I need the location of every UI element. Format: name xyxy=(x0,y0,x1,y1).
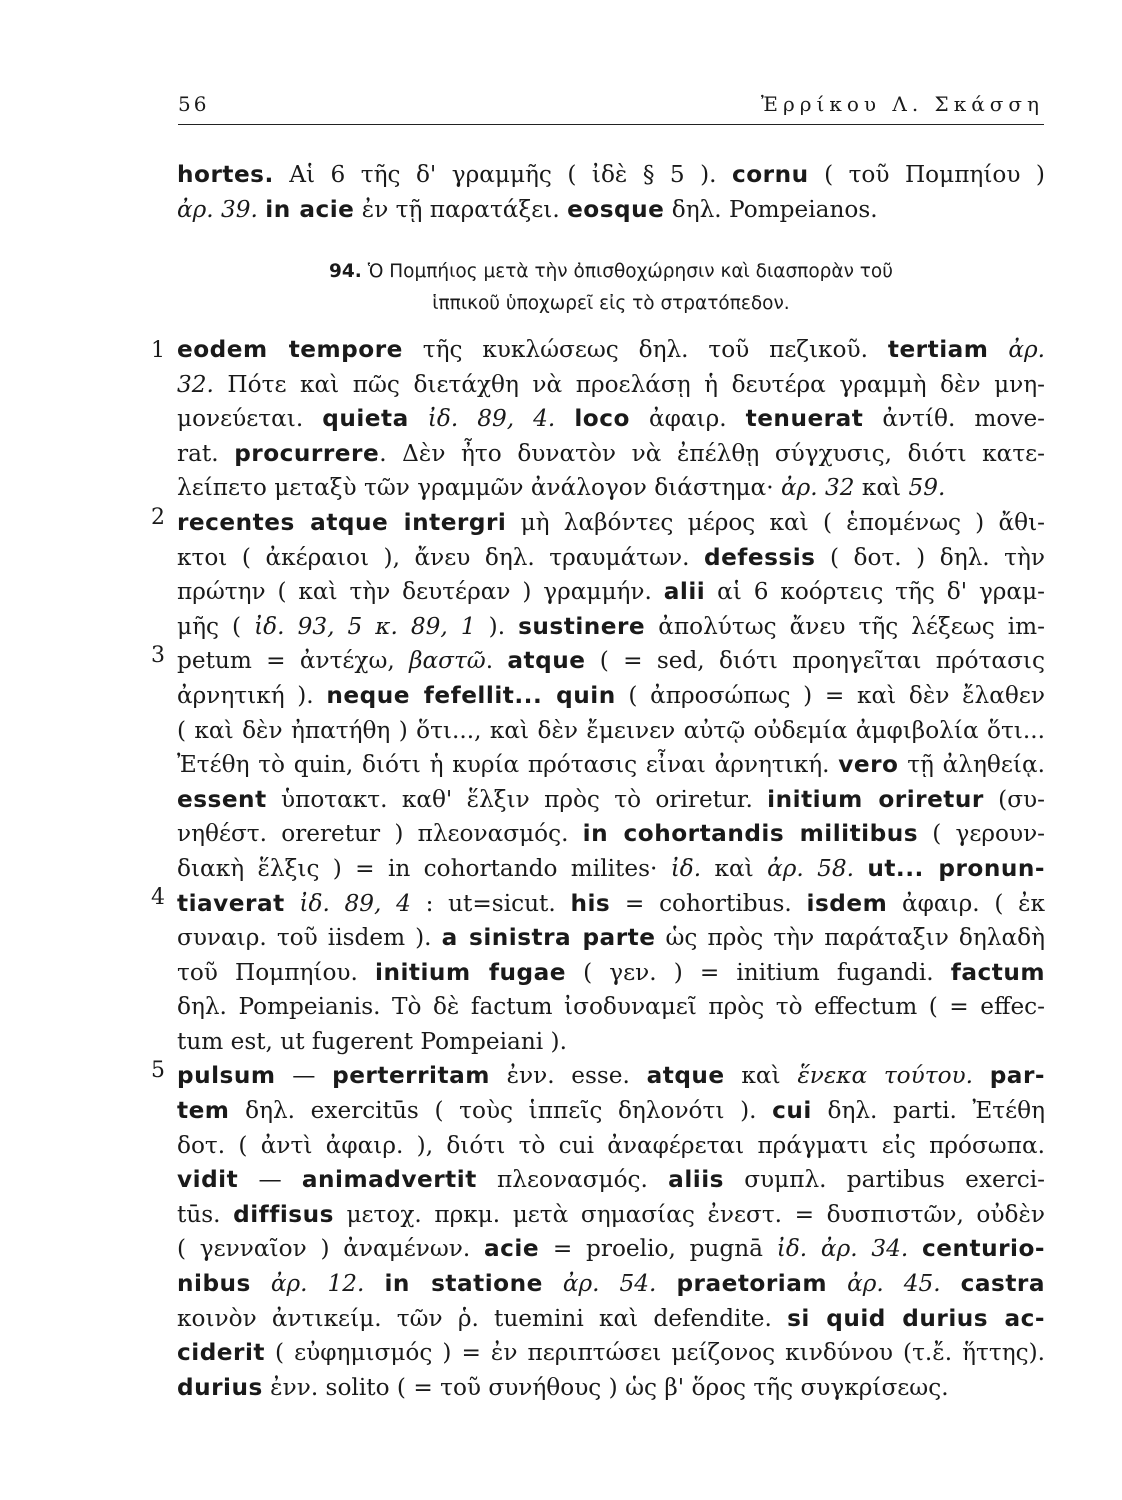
page-number: 56 xyxy=(178,92,210,116)
lemma: tem xyxy=(177,1097,230,1125)
gloss-text: μὴ λαβόντες μέρος καὶ ( ἑπομένως ) ἄθι- xyxy=(506,508,1045,536)
reference: βαστῶ xyxy=(409,647,486,675)
gloss-text xyxy=(543,1270,563,1297)
lemma: diffisus xyxy=(233,1200,334,1228)
text-line xyxy=(177,158,1045,193)
lemma: procurrere xyxy=(234,439,380,467)
text-line xyxy=(177,437,1045,472)
gloss-text: ἀντίθ. move- xyxy=(863,405,1045,433)
gloss-text: δηλ. parti. Ἐτέθη xyxy=(811,1097,1045,1125)
text-line xyxy=(177,1336,1045,1371)
lemma: castra xyxy=(960,1270,1045,1298)
text-line xyxy=(177,1371,1045,1406)
gloss-text: δηλ. Pompeianis. Τὸ δὲ factum ἰσοδυναμεῖ πρὸς τὸ effectum ( = effec- xyxy=(177,993,1045,1021)
section-number: 94. xyxy=(329,261,362,282)
gloss-text: ἐνν. solito ( = τοῦ συνήθους ) ὡς β' ὅρος τῆς συγκρίσεως. xyxy=(262,1373,949,1401)
gloss-text xyxy=(908,1235,922,1262)
text-line xyxy=(177,1129,1045,1164)
gloss-text: ( εὐφημισμός ) = ἐν περιπτώσει μείζονος κινδύνου (τ.ἔ. ἥττης). xyxy=(265,1339,1045,1367)
lemma: tenuerat xyxy=(745,405,864,433)
gloss-text: πρώτην ( καὶ τὴν δευτέραν ) γραμμήν. xyxy=(177,578,664,606)
text-line xyxy=(177,333,1045,368)
text-line xyxy=(177,748,1045,783)
reference: ἀρ. 32 xyxy=(780,474,855,502)
gloss-text xyxy=(364,1270,384,1297)
gloss-text: μονεύεται. xyxy=(177,405,323,433)
lemma: his xyxy=(570,889,611,917)
gloss-text: ἀφαιρ. ( ἐκ xyxy=(887,889,1045,917)
gloss-text: (συ- xyxy=(983,785,1045,813)
gloss-text xyxy=(409,405,428,432)
lemma: aliis xyxy=(668,1166,724,1194)
text-line xyxy=(177,679,1045,714)
lemma: atque xyxy=(507,647,586,675)
gloss-text: ( = sed, διότι προηγεῖται πρότασις xyxy=(585,647,1045,675)
text-line xyxy=(177,921,1045,956)
gloss-text xyxy=(251,1270,271,1297)
reference: ἀρ. xyxy=(988,336,1045,363)
gloss-text xyxy=(827,1270,847,1297)
text-line xyxy=(177,506,1045,541)
margin-number: 3 xyxy=(151,643,165,668)
text-line xyxy=(177,471,1045,506)
gloss-text: συμπλ. partibus exerci- xyxy=(723,1166,1045,1194)
commentary-body xyxy=(177,333,1045,1405)
lemma: recentes atque intergri xyxy=(177,508,507,536)
gloss-text: μῆς ( xyxy=(177,612,255,640)
gloss-text: μετοχ. πρκμ. μετὰ σημασίας ἐνεστ. = δυσπιστῶν, οὐδὲν xyxy=(333,1200,1045,1228)
reference: ἰδ. 89, 4 xyxy=(299,889,411,917)
text-line xyxy=(177,541,1045,576)
lemma: quieta xyxy=(322,405,409,433)
gloss-text: — xyxy=(238,1166,302,1194)
gloss-text: τοῦ Πομπηίου. xyxy=(177,958,375,986)
gloss-text: καὶ xyxy=(724,1062,798,1090)
gloss-text: δηλ. exercitūs ( τοὺς ἱππεῖς δηλονότι ). xyxy=(229,1097,773,1125)
lemma: tiaverat xyxy=(177,889,285,917)
gloss-text: κοινὸν ἀντικείμ. τῶν ῥ. tuemini καὶ defendite. xyxy=(177,1304,788,1332)
reference: ἀρ. 58. xyxy=(767,854,854,882)
text-line xyxy=(177,852,1045,887)
gloss-text: καὶ xyxy=(854,474,909,502)
lemma: essent xyxy=(177,785,267,813)
gloss-text: διακὴ ἕλξις ) = in cohortando milites· xyxy=(177,854,671,882)
gloss-text: . xyxy=(485,647,508,675)
text-line xyxy=(177,402,1045,437)
reference: ἕνεκα τούτου. xyxy=(797,1062,973,1090)
section-heading xyxy=(177,256,1045,320)
lemma: acie xyxy=(484,1235,540,1263)
text-line xyxy=(177,1267,1045,1302)
lemma: isdem xyxy=(806,889,888,917)
section-title-line1: Ὁ Πομπήιος μετὰ τὴν ὀπισθοχώρησιν καὶ διασπορὰν τοῦ xyxy=(367,261,893,282)
lemma: ciderit xyxy=(177,1339,265,1367)
lemma: in cohortandis militibus xyxy=(582,820,919,848)
reference: ἀρ. 12. xyxy=(270,1270,365,1298)
gloss-text: τῆς κυκλώσεως δηλ. τοῦ πεζικοῦ. xyxy=(402,336,888,363)
gloss-text xyxy=(973,1062,990,1089)
lemma: cui xyxy=(772,1097,812,1125)
lemma: sustinere xyxy=(518,612,646,640)
gloss-text: συναιρ. τοῦ iisdem ). xyxy=(177,924,442,952)
margin-number: 1 xyxy=(151,338,165,363)
lemma: alii xyxy=(663,578,706,606)
gloss-text: ἀρνητική ). xyxy=(177,681,327,709)
reference: ἰδ. xyxy=(670,854,702,882)
gloss-text xyxy=(656,1270,676,1297)
lemma: eosque xyxy=(567,195,665,223)
gloss-text: τῇ ἀληθείᾳ. xyxy=(898,751,1045,779)
gloss-text: πλεονασμός. xyxy=(476,1166,669,1194)
gloss-text: Αἱ 6 τῆς δ' γραμμῆς ( ἰδὲ § 5 ). xyxy=(273,161,732,188)
text-line xyxy=(177,1302,1045,1337)
gloss-text: Ἐτέθη τὸ quin, διότι ἡ κυρία πρότασις εἶναι ἀρνητική. xyxy=(177,751,839,779)
margin-number: 2 xyxy=(151,505,165,530)
lemma: tertiam xyxy=(887,336,989,363)
gloss-text xyxy=(285,890,300,917)
gloss-text: νηθέστ. oreretur ) πλεονασμός. xyxy=(177,820,583,848)
gloss-text: Πότε καὶ πῶς διετάχθη νὰ προελάσῃ ἡ δευτέρα γραμμὴ δὲν μνη- xyxy=(213,370,1045,398)
gloss-text: tum est, ut fugerent Pompeiani ). xyxy=(177,1027,567,1055)
gloss-text: ἐν τῇ παρατάξει. xyxy=(354,195,568,223)
text-line xyxy=(177,1163,1045,1198)
lemma: loco xyxy=(574,405,630,433)
lemma: in acie xyxy=(265,195,355,223)
reference: ἀρ. 45. xyxy=(847,1270,941,1298)
lemma: perterritam xyxy=(332,1062,490,1090)
gloss-text: ( τοῦ Πομπηίου ) xyxy=(808,161,1045,188)
lemma: nibus xyxy=(177,1270,251,1298)
gloss-text: δηλ. Pompeianos. xyxy=(664,195,878,223)
reference: ἀρ. 54. xyxy=(562,1270,657,1298)
lemma: initium fugae xyxy=(375,958,566,986)
reference: 59. xyxy=(908,474,946,502)
gloss-text: petum = ἀντέχω, xyxy=(177,647,410,675)
lemma: factum xyxy=(950,958,1045,986)
lemma: defessis xyxy=(703,543,816,571)
gloss-text: tūs. xyxy=(177,1200,234,1228)
gloss-text: = cohortibus. xyxy=(610,889,807,917)
text-line xyxy=(177,610,1045,645)
text-line xyxy=(177,644,1045,679)
gloss-text: ( γενναῖον ) ἀναμένων. xyxy=(177,1235,484,1263)
gloss-text: ). xyxy=(475,612,519,640)
margin-number: 5 xyxy=(151,1058,165,1083)
lemma: neque fefellit... quin xyxy=(326,681,616,709)
lemma: cornu xyxy=(731,161,809,188)
lemma: animadvertit xyxy=(301,1166,477,1194)
gloss-text: ( καὶ δὲν ἠπατήθη ) ὅτι..., καὶ δὲν ἔμεινεν αὐτῷ οὐδεμία ἀμφιβολία ὅτι... xyxy=(177,716,1045,744)
reference: ἰδ. 89, 4. xyxy=(427,405,556,433)
lemma: si quid durius ac- xyxy=(787,1304,1045,1332)
text-line xyxy=(177,990,1045,1025)
gloss-text: καὶ xyxy=(701,854,768,882)
gloss-text xyxy=(854,855,867,882)
lemma: initium oriretur xyxy=(767,785,984,813)
gloss-text: ( γερουν- xyxy=(918,820,1045,848)
top-paragraph xyxy=(177,158,1045,227)
gloss-text: λείπετο μεταξὺ τῶν γραμμῶν ἀνάλογον διάστημα· xyxy=(177,474,781,502)
text-line xyxy=(177,193,1045,228)
text-line xyxy=(177,887,1045,922)
gloss-text: . Δὲν ἦτο δυνατὸν νὰ ἐπέλθῃ σύγχυσις, διότι κατε- xyxy=(379,439,1045,467)
text-line xyxy=(177,575,1045,610)
text-line xyxy=(177,714,1045,749)
reference: ἰδ. 93, 5 κ. 89, 1 xyxy=(254,612,476,640)
reference: ἀρ. 39. xyxy=(177,195,258,223)
lemma: vero xyxy=(838,751,899,779)
gloss-text: κτοι ( ἀκέραιοι ), ἄνευ δηλ. τραυμάτων. xyxy=(177,543,704,571)
gloss-text: αἱ 6 κοόρτεις τῆς δ' γραμ- xyxy=(705,578,1045,606)
gloss-text: ἀπολύτως ἄνευ τῆς λέξεως im- xyxy=(645,612,1045,640)
reference: ἰδ. ἀρ. 34. xyxy=(776,1235,909,1263)
gloss-text: : ut=sicut. xyxy=(410,889,571,917)
gloss-text: ἀφαιρ. xyxy=(629,405,746,433)
lemma: a sinistra parte xyxy=(441,924,656,952)
gloss-text: ( γεν. ) = initium fugandi. xyxy=(565,958,951,986)
section-title-line2: ἱππικοῦ ὑποχωρεῖ εἰς τὸ στρατόπεδον. xyxy=(432,293,790,314)
text-line xyxy=(177,1025,1045,1060)
lemma: par- xyxy=(989,1062,1045,1090)
gloss-text: ὑποτακτ. καθ' ἕλξιν πρὸς τὸ oriretur. xyxy=(266,785,768,813)
lemma: eodem tempore xyxy=(177,336,403,363)
margin-number: 4 xyxy=(151,885,165,910)
text-line xyxy=(177,1232,1045,1267)
gloss-text: ἐνν. esse. xyxy=(489,1062,647,1090)
text-line xyxy=(177,817,1045,852)
gloss-text: = proelio, pugnā xyxy=(539,1235,777,1263)
lemma: durius xyxy=(177,1373,263,1401)
gloss-text xyxy=(941,1270,961,1297)
text-line xyxy=(177,783,1045,818)
lemma: vidit xyxy=(177,1166,239,1194)
header-rule xyxy=(178,124,1044,125)
lemma: in statione xyxy=(384,1270,543,1298)
gloss-text: δοτ. ( ἀντὶ ἀφαιρ. ), διότι τὸ cui ἀναφέρεται πράγματι εἰς πρόσωπα. xyxy=(177,1131,1045,1159)
lemma: centurio- xyxy=(922,1235,1045,1263)
gloss-text: ( δοτ. ) δηλ. τὴν xyxy=(815,543,1045,571)
lemma: praetoriam xyxy=(676,1270,828,1298)
running-header xyxy=(178,92,1044,122)
text-line xyxy=(177,1059,1045,1094)
text-line xyxy=(177,956,1045,991)
gloss-text xyxy=(555,405,574,432)
lemma: ut... pronun- xyxy=(867,854,1045,882)
running-head-author: Ἐρρίκου Λ. Σκάσση xyxy=(760,92,1044,116)
text-line xyxy=(177,1094,1045,1129)
lemma: atque xyxy=(646,1062,725,1090)
gloss-text: ( ἀπροσώπως ) = καὶ δὲν ἔλαθεν xyxy=(615,681,1045,709)
text-line xyxy=(177,1198,1045,1233)
text-line xyxy=(177,368,1045,403)
gloss-text: ὡς πρὸς τὴν παράταξιν δηλαδὴ xyxy=(655,924,1045,952)
gloss-text: — xyxy=(275,1062,333,1090)
reference: 32. xyxy=(177,370,214,398)
gloss-text: rat. xyxy=(177,439,235,467)
lemma: pulsum xyxy=(177,1062,276,1090)
lemma: hortes. xyxy=(177,161,274,188)
